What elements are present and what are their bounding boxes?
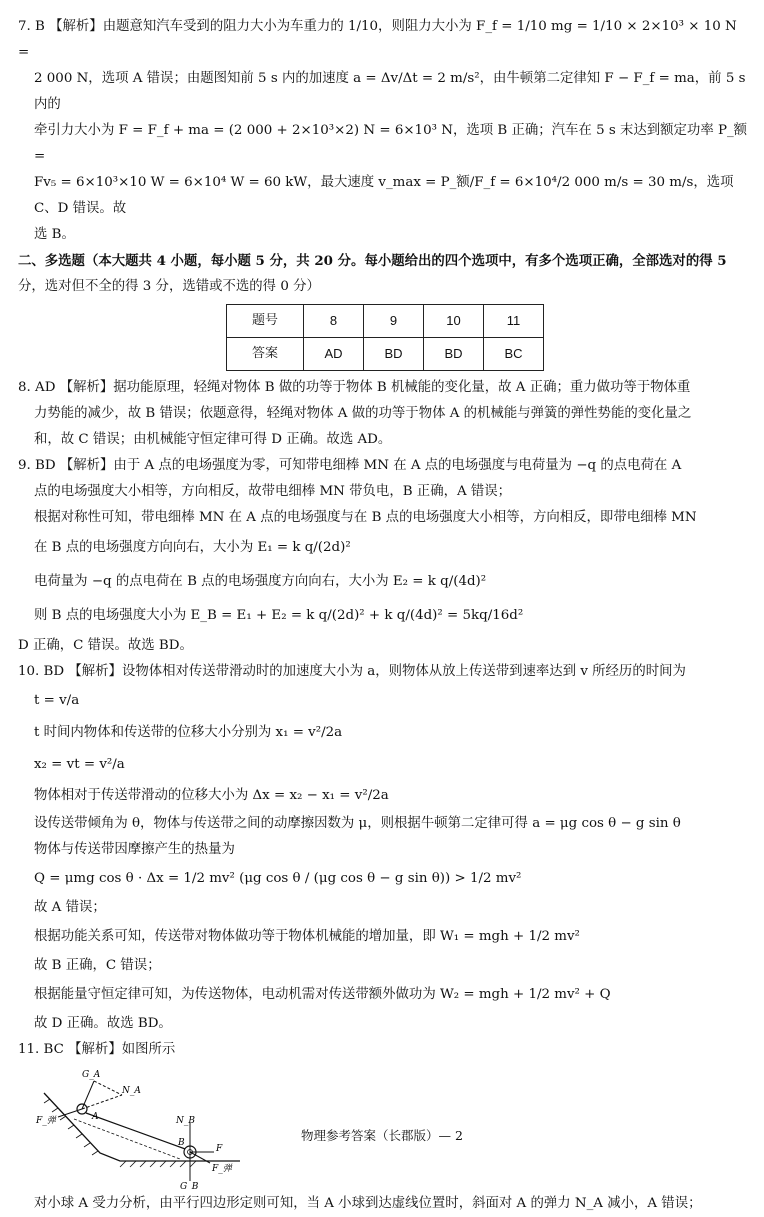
label-ga: G_A [82,1070,101,1080]
label-a: A [92,1112,99,1122]
question-9 [18,453,752,659]
answer-table-cell: BD [364,338,424,371]
label-f: F [216,1144,223,1154]
answer-table-cell: 9 [364,305,424,338]
q9-line-5: 电荷量为 −q 的点电荷在 B 点的电场强度方向向右，大小为 E₂ = k q/(4d)² [34,574,487,589]
answer-table-header-answer: 答案 [227,338,304,371]
q7-line-1: 7. B 【解析】由题意知汽车受到的阻力大小为车重力的 1/10，则阻力大小为 F_f = 1/10 mg = 1/10 × 2×10³ × 10 N = [18,19,737,60]
q10-line-12: 根据能量守恒定律可知，为传送物体，电动机需对传送带额外做功为 W₂ = mgh + 1/2 mv² + Q [34,987,611,1002]
q9-line-2: 点的电场强度大小相等，方向相反，故带电细棒 MN 带负电，B 正确，A 错误； [34,484,512,499]
section-multiple-choice [18,248,752,300]
forces-on-a [58,1081,122,1117]
q10-line-6: 设传送带倾角为 θ，物体与传送带之间的动摩擦因数为 μ，则根据牛顿第二定律可得 a = μg cos θ − g sin θ [34,816,681,831]
question-8 [18,375,752,453]
answer-table-cell: BD [424,338,484,371]
q7-line-2: 2 000 N，选项 A 错误；由题图知前 5 s 内的加速度 a = Δv/Δt = 2 m/s²，由牛顿第二定律知 F − F_f = ma，前 5 s 内的 [34,71,746,112]
answer-table-cell: 10 [424,305,484,338]
answer-table-header-number: 题号 [227,305,304,338]
question-7 [18,14,752,248]
q10-line-9: 故 A 错误； [34,900,106,915]
q8-line-3: 和，故 C 错误；由机械能守恒定律可得 D 正确。故选 AD。 [34,432,392,447]
q10-line-10: 根据功能关系可知，传送带对物体做功等于物体机械能的增加量，即 W₁ = mgh + 1/2 mv² [34,929,580,944]
q9-line-3: 根据对称性可知，带电细棒 MN 在 A 点的电场强度与在 B 点的电场强度大小相等，方向相反，即带电细棒 MN [34,510,697,525]
answer-table-wrap [18,304,752,371]
answer-table-cell: AD [304,338,364,371]
q8-line-2: 力势能的减少，故 B 错误；依题意得，轻绳对物体 A 做的功等于物体 A 的机械能与弹簧的弹性势能的变化量之 [34,406,692,421]
section-2-line-2: 分，选对但不全的得 3 分，选错或不选的得 0 分） [18,279,320,294]
label-nb: N_B [176,1116,195,1126]
answer-table-cell: 11 [484,305,544,338]
label-b: B [178,1138,185,1148]
q7-line-3: 牵引力大小为 F = F_f + ma = (2 000 + 2×10³×2) N = 6×10³ N，选项 B 正确；汽车在 5 s 末达到额定功率 P_额 = [34,123,748,164]
answer-table-cell: BC [484,338,544,371]
section-2-line-1: 二、多选题（本大题共 4 小题，每小题 5 分，共 20 分。每小题给出的四个选项中，有多个选项正确，全部选对的得 5 [18,253,727,269]
q10-line-13: 故 D 正确。故选 BD。 [34,1016,172,1031]
q10-line-7: 物体与传送带因摩擦产生的热量为 [34,842,235,857]
q11-line-1: 11. BC 【解析】如图所示 [18,1042,176,1057]
question-10 [18,659,752,1037]
q9-line-1: 9. BD 【解析】由于 A 点的电场强度为零，可知带电细棒 MN 在 A 点的电场强度与电荷量为 −q 的点电荷在 A [18,458,682,473]
label-na: N_A [122,1086,141,1096]
q10-line-8: Q = μmg cos θ · Δx = 1/2 mv² (μg cos θ / (μg cos θ − g sin θ)) > 1/2 mv² [34,871,522,886]
q7-line-5: 选 B。 [34,227,75,242]
q9-line-6: 则 B 点的电场强度大小为 E_B = E₁ + E₂ = k q/(2d)² + k q/(4d)² = 5kq/16d² [34,608,524,623]
q10-line-11: 故 B 正确，C 错误； [34,958,161,973]
q9-line-7: D 正确，C 错误。故选 BD。 [18,638,193,653]
label-f-spring-b: F_弹 [212,1164,232,1174]
q9-line-4: 在 B 点的电场强度方向向右，大小为 E₁ = k q/(2d)² [34,540,351,555]
page-footer: 物理参考答案（长郡版）— 2 [301,1128,463,1143]
answer-table-cell: 8 [304,305,364,338]
answer-table [226,304,544,371]
q10-line-3: t 时间内物体和传送带的位移大小分别为 x₁ = v²/2a [34,725,343,740]
answer-page [18,14,752,1217]
q8-line-1: 8. AD 【解析】据功能原理，轻绳对物体 B 做的功等于物体 B 机械能的变化量，故 A 正确；重力做功等于物体重 [18,380,691,395]
q10-line-4: x₂ = vt = v²/a [34,757,125,772]
answer-table-row-answers [227,338,544,371]
q7-line-4: Fv₅ = 6×10³×10 W = 6×10⁴ W = 60 kW，最大速度 v_max = P_额/F_f = 6×10⁴/2 000 m/s = 30 m/s，选项 C、D 错误。故 [34,175,734,216]
label-gb: G_B [180,1182,199,1191]
answer-table-row-numbers [227,305,544,338]
q10-line-1: 10. BD 【解析】设物体相对传送带滑动时的加速度大小为 a，则物体从放上传送带到速率达到 v 所经历的时间为 [18,664,686,679]
q10-line-5: 物体相对于传送带滑动的位移大小为 Δx = x₂ − x₁ = v²/2a [34,788,389,803]
label-f-spring-a: F_弹 [36,1116,56,1126]
q10-line-2: t = v/a [34,693,80,708]
q11-line-2: 对小球 A 受力分析，由平行四边形定则可知，当 A 小球到达虚线位置时，斜面对 A 的弹力 N_A 减小，A 错误； [34,1196,702,1211]
